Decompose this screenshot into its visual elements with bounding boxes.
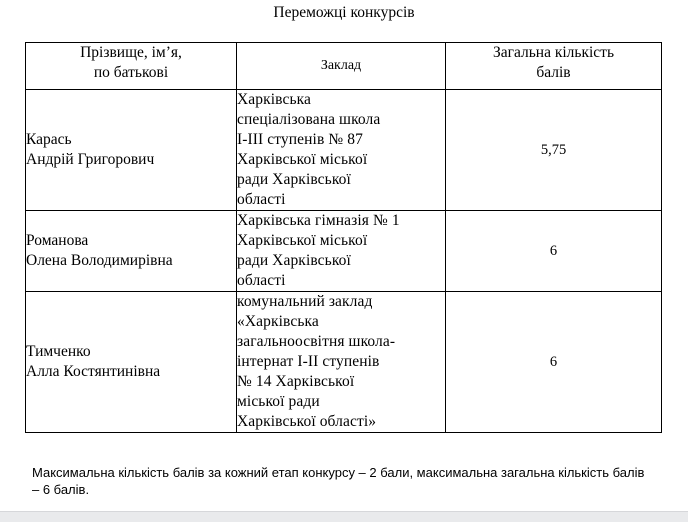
table-row [26, 292, 662, 433]
winner-score: 6 [446, 211, 662, 292]
header-row [26, 43, 662, 90]
name-line: Романова [26, 232, 89, 249]
header-score-line: балів [536, 64, 571, 81]
table-row [26, 211, 662, 292]
institution-line: № 14 Харківської [237, 373, 355, 390]
name-line: Карась [26, 131, 72, 148]
institution-line: Харківської міської [237, 232, 368, 249]
window-bottom-edge [0, 511, 688, 522]
winner-score: 6 [446, 292, 662, 433]
header-name-line: Прізвище, ім’я, [80, 44, 182, 61]
institution-line: міської ради [237, 393, 320, 410]
institution-line: ради Харківської [237, 252, 351, 269]
name-line: Алла Костянтинівна [26, 363, 161, 380]
winner-score: 5,75 [446, 90, 662, 211]
institution-line: Харківської міської [237, 151, 368, 168]
institution-line: Харківська [237, 91, 312, 108]
winners-table [25, 42, 662, 433]
header-name [26, 43, 237, 90]
name-line: Тимченко [26, 343, 91, 360]
institution-line: І-ІІІ ступенів № 87 [237, 131, 363, 148]
name-line: Андрій Григорович [26, 151, 155, 168]
winner-institution [237, 211, 446, 292]
institution-line: області [237, 191, 286, 208]
table-header [26, 43, 662, 90]
table-body [26, 90, 662, 433]
document-title: Переможці конкурсів [273, 4, 415, 21]
header-name-line: по батькові [93, 64, 169, 81]
institution-line: Харківської області» [237, 413, 377, 430]
winner-name [26, 211, 237, 292]
institution-line: інтернат І-ІІ ступенів [237, 353, 380, 370]
header-score-line: Загальна кількість [492, 44, 615, 61]
winner-name [26, 292, 237, 433]
header-institution: Заклад [237, 43, 446, 90]
winner-name [26, 90, 237, 211]
institution-line: «Харківська [237, 313, 319, 330]
institution-line: ради Харківської [237, 171, 351, 188]
institution-line: спеціалізована школа [237, 111, 381, 128]
winner-institution [237, 90, 446, 211]
institution-line: комунальний заклад [237, 293, 373, 310]
winner-institution [237, 292, 446, 433]
footnote: Максимальна кількість балів за кожний етап конкурсу – 2 бали, максимальна загальна кількість балів – 6 балів. [32, 465, 645, 497]
table-row [26, 90, 662, 211]
name-line: Олена Володимирівна [26, 252, 173, 269]
header-score [446, 43, 662, 90]
institution-line: Харківська гімназія № 1 [237, 212, 400, 229]
institution-line: загальноосвітня школа- [237, 333, 396, 350]
institution-line: області [237, 272, 286, 289]
